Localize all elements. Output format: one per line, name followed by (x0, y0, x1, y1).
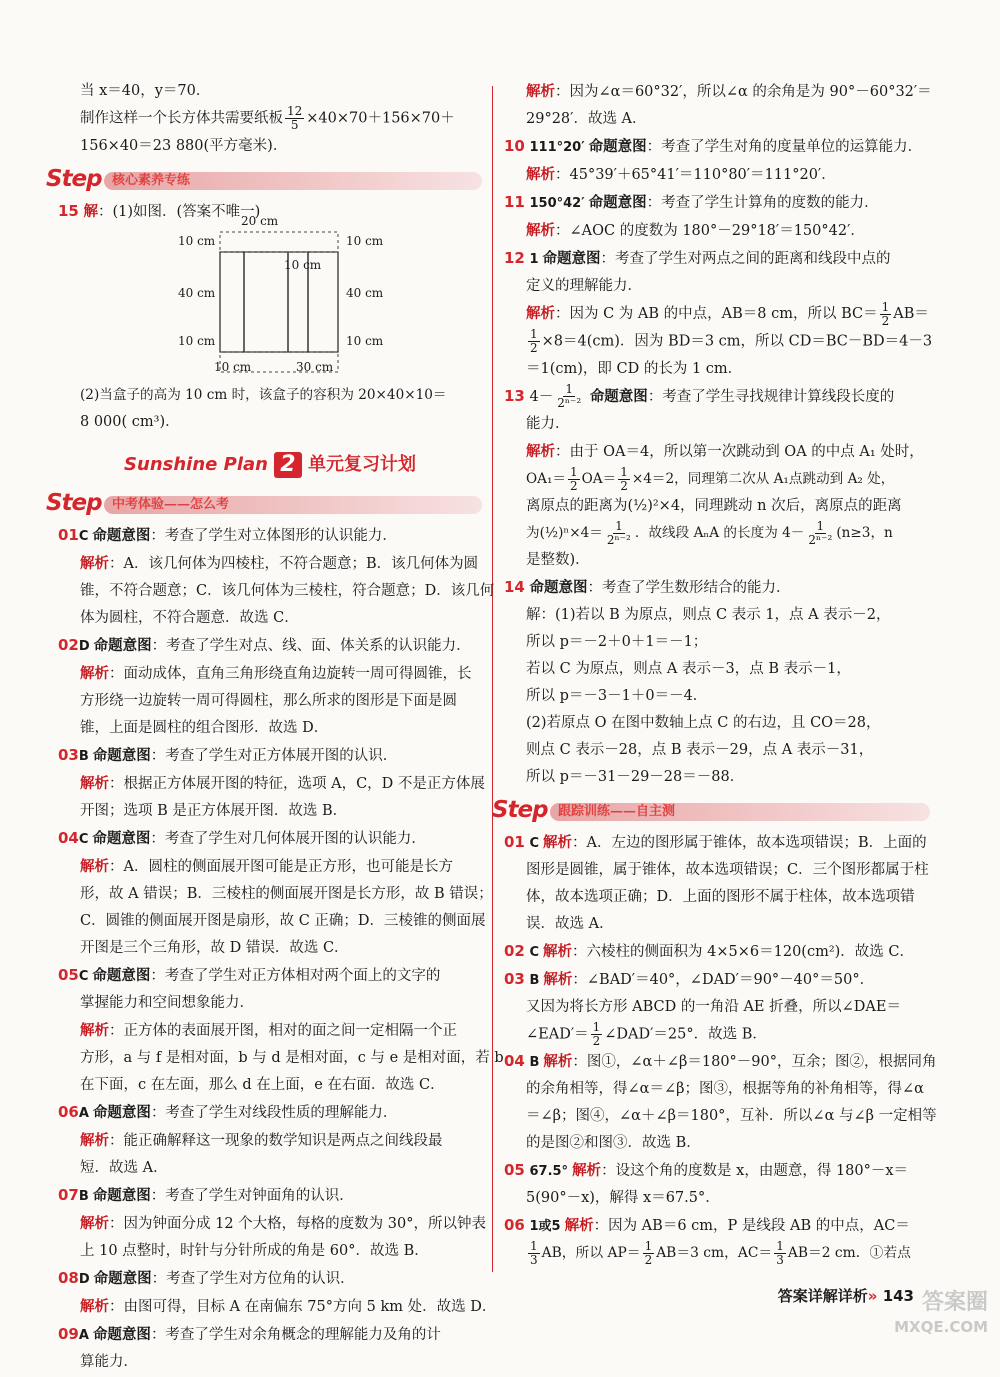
t01-line: 体，故本选项正确；D．上面的图形不属于柱体，故本选项错 (526, 888, 915, 905)
label-top: 20 cm (241, 213, 279, 228)
item-answer: D (78, 1271, 90, 1287)
item-text: ：考查了学生对正方体展开图的认识． (150, 747, 398, 764)
solution-text: 体为圆柱，不符合题意．故选 C． (80, 609, 299, 626)
item-solution-line (58, 1155, 482, 1182)
exam-item-header (58, 962, 482, 990)
label-right-bottom: 10 cm (346, 333, 384, 348)
item-key: 命题意图 (92, 746, 151, 764)
item-number: 05 (58, 965, 79, 984)
solution-text: 形，故 A 错误；B．三棱柱的侧面展开图是长方形，故 B 错误； (80, 885, 493, 902)
item-number: 03 (58, 745, 79, 764)
solution-key: 解析 (80, 1021, 109, 1039)
box-net-figure (58, 213, 482, 378)
label-bottom-right: 30 cm (296, 359, 334, 374)
unit-review-plan-banner: Sunshine Plan 2 单元复习计划 (124, 452, 416, 477)
r12-line-3: 解析：因为 C 为 AB 的中点，AB＝8 cm，所以 BC＝ $\frac{1}{2}$ AB＝ (526, 299, 929, 328)
r10-line-1: 10 111°20′ 命题意图：考查了学生对角的度量单位的运算能力． (504, 137, 923, 155)
item-number: 08 (58, 1268, 79, 1287)
label-left-mid: 40 cm (178, 285, 216, 300)
solution-text: 锥，不符合题意；C．该几何体为三棱柱，符合题意；D．该几何 (80, 582, 495, 599)
item-text: ：考查了学生对点、线、面、体关系的认识能力． (151, 637, 471, 654)
label-right-top: 10 cm (346, 233, 384, 248)
solution-key: 解析 (80, 774, 109, 792)
solution-text: ：能正确解释这一现象的数学知识是两点之间线段最 (109, 1132, 443, 1149)
item-number: 02 (58, 635, 79, 654)
item-key: 命题意图 (92, 1186, 151, 1204)
t05-line-1: 05 67.5° 解析：设这个角的度数是 x，由题意，得 180°－x＝ (504, 1161, 909, 1179)
t01-rest (504, 857, 930, 938)
r13-line-7: 是整数)． (526, 551, 590, 568)
item-text: ：考查了学生对钟面角的认识． (150, 1187, 354, 1204)
page-footer: 答案详解详析» 143 (777, 1287, 914, 1305)
item-answer: B (78, 1188, 89, 1204)
r09-line-1: 解析：因为∠α＝60°32′，所以∠α 的余角是为 90°－60°32′＝ (526, 83, 932, 100)
solution-key: 解析 (80, 1214, 109, 1232)
item-solution-line (58, 853, 482, 881)
item-solution-line (58, 908, 486, 935)
item-key: 命题意图 (92, 966, 151, 984)
exam-items (58, 522, 504, 1376)
solution-text: 在下面，c 在左面，那么 d 在上面，e 在右面．故选 C． (80, 1076, 445, 1093)
item-text: ：考查了学生对线段性质的理解能力． (150, 1104, 398, 1121)
item-solution-line (58, 1045, 504, 1072)
r12-line-2: 定义的理解能力． (526, 278, 642, 294)
item-solution-line (58, 798, 482, 825)
item-text: ：考查了学生对正方体相对两个面上的文字的 (150, 967, 441, 984)
q15-line-1: 15 解：(1)如图．(答案不唯一) (58, 201, 261, 220)
r14-line: 解：(1)若以 B 为原点，则点 C 表示 1，点 A 表示－2， (526, 606, 891, 623)
solution-key: 解析 (80, 1297, 109, 1315)
r12-line-5: ＝1(cm)，即 CD 的长为 1 cm． (526, 360, 743, 377)
item-solution-line (58, 688, 482, 715)
r12-line-4: $\frac{1}{2}$ ×8＝4(cm)．因为 BD＝3 cm，所以 CD＝BC－BD＝4－3 (530, 327, 933, 355)
item-answer: A (78, 1105, 89, 1121)
solution-key: 解析 (80, 1131, 109, 1149)
item-number: 06 (58, 1102, 79, 1121)
item-solution-line (58, 1293, 497, 1321)
solution-text: 上 10 点整时，时针与分针所成的角是 60°．故选 B． (80, 1242, 429, 1259)
item-answer: A (78, 1327, 89, 1343)
item-solution-line (58, 550, 482, 578)
item-solution-line (58, 935, 482, 962)
net-face-left (220, 252, 244, 352)
solution-text: ：A．圆柱的侧面展开图可能是正方形，也可能是长方 (109, 858, 453, 875)
item-key: 命题意图 (93, 1269, 152, 1287)
r11-line-2: 解析：∠AOC 的度数为 180°－29°18′＝150°42′． (526, 222, 865, 239)
item-answer: B (78, 748, 89, 764)
t03-line-3: ∠EAD′＝ $\frac{1}{2}$ ∠DAD′＝25°．故选 B． (526, 1019, 767, 1048)
solution-key: 解析 (80, 857, 109, 875)
item-answer: C (78, 968, 89, 984)
item-text-cont: 算能力． (80, 1353, 138, 1370)
exam-item-header (58, 1182, 482, 1210)
t04-line: 的是图②和图③．故选 B． (526, 1135, 701, 1151)
net-face-front (244, 252, 288, 352)
r13-line-6: 为(½)ⁿ×4＝ $\frac{1}{\text{2ⁿ⁻²}}$ ．故线段 AₙA 的长度为 4－ $\frac{1}{\text{2ⁿ⁻²}}$ (n≥3，n (526, 518, 893, 547)
t05-line-2: 5(90°－x)，解得 x＝67.5°． (526, 1190, 720, 1206)
watermark: 答案圈 MXQE.COM (894, 1290, 988, 1336)
r12-line-1: 12 1 命题意图：考查了学生对两点之间的距离和线段中点的 (504, 249, 891, 267)
exam-item-header (58, 522, 482, 550)
r14-solution (504, 602, 930, 791)
solution-key: 解析 (80, 554, 109, 572)
step-exam-banner: Step 中考体验——怎么考 (46, 490, 482, 518)
item-answer: C (78, 528, 89, 544)
r13-line-2: 能力． (526, 415, 570, 432)
intro-line-3: 156×40＝23 880(平方毫米)． (80, 137, 288, 154)
item-solution-line (58, 1127, 482, 1155)
r14-line: 所以 p＝－3－1＋0＝－4． (526, 687, 708, 704)
net-top-dashed (220, 232, 338, 252)
solution-text: C．圆锥的侧面展开图是扇形，故 C 正确；D．三棱锥的侧面展 (80, 912, 486, 929)
box-net-diagram (58, 228, 482, 378)
intro-line-2: 制作这样一个长方体共需要纸板 $\frac{12}{5}$ ×40×70＋156×70＋ (80, 104, 455, 132)
item-number: 09 (58, 1324, 79, 1343)
exam-item-header (58, 742, 482, 770)
label-left-top: 10 cm (178, 233, 216, 248)
item-number: 07 (58, 1185, 79, 1204)
r14-line-1: 14 命题意图：考查了学生数形结合的能力． (504, 577, 791, 596)
footer-label: 答案详解详析 (777, 1287, 868, 1305)
item-solution-line (58, 1210, 486, 1238)
item-text: ：考查了学生对余角概念的理解能力及角的计 (150, 1326, 441, 1343)
item-key: 命题意图 (92, 526, 151, 544)
item-solution-line (58, 715, 482, 742)
exam-item-header (58, 632, 482, 660)
t04-line: ＝∠β；图④，∠α＋∠β＝180°，互补．所以∠α 与∠β 一定相等 (526, 1108, 937, 1124)
r11-line-1: 11 150°42′ 命题意图：考查了学生计算角的度数的能力． (504, 193, 879, 211)
solution-text: 方形绕一边旋转一周可得圆柱，那么所求的图形是下面是圆 (80, 692, 457, 709)
item-text-cont: 掌握能力和空间想象能力． (80, 994, 254, 1011)
solution-text: 开图是三个三角形，故 D 错误．故选 C． (80, 939, 349, 956)
step-test-banner: Step 跟踪训练——自主测 (492, 797, 930, 825)
r13-line-1: 13 4－ $\frac{1}{\text{2ⁿ⁻²}}$ 命题意图：考查了学生寻找规律计算线段长度的 (504, 382, 895, 410)
exam-item-header (58, 1099, 482, 1127)
item-solution-line (58, 660, 482, 688)
item-number: 01 (58, 525, 79, 544)
item-solution-line (58, 881, 493, 908)
item-solution-line (58, 1072, 482, 1099)
solution-text: ：因为钟面分成 12 个大格，每格的度数为 30°，所以钟表 (109, 1215, 486, 1232)
exam-item-header (58, 1265, 482, 1293)
t01-line: 误．故选 A． (526, 915, 614, 932)
solution-text: ：面动成体，直角三角形绕直角边旋转一周可得圆锥，长 (109, 665, 472, 682)
t04-line: 的余角相等，得∠α＝∠β；图③，根据等角的补角相等，得∠α (526, 1081, 924, 1097)
solution-text: 方形，a 与 f 是相对面，b 与 d 是相对面，c 与 e 是相对面，若 b (80, 1049, 504, 1066)
r13-line-3: 解析：由于 OA＝4，所以第一次跳动到 OA 的中点 A₁ 处时， (526, 442, 924, 460)
t01-line: 图形是圆锥，属于锥体，故本选项错误；C．三个图形都属于柱 (526, 861, 929, 878)
r14-line: 所以 p＝－31－29－28＝－88． (526, 768, 745, 785)
fraction: $\frac{12}{5}$ (287, 104, 303, 132)
step-core-banner: Step 核心素养专练 (46, 166, 482, 194)
solution-text: ：根据正方体展开图的特征，选项 A，C，D 不是正方体展 (109, 775, 485, 792)
label-right-mid: 40 cm (346, 285, 384, 300)
t06-line-2: $\frac{1}{3}$ AB，所以 AP＝ $\frac{1}{2}$ AB＝3 cm，AC＝ $\frac{1}{3}$ AB＝2 cm．①若点 (530, 1239, 911, 1267)
solution-text: ：正方体的表面展开图，相对的面之间一定相隔一个正 (109, 1022, 457, 1039)
r14-line: 所以 p＝－2＋0＋1＝－1； (526, 633, 708, 650)
intro-line-1: 当 x＝40，y＝70． (80, 83, 211, 99)
solution-text: ：由图可得，目标 A 在南偏东 75°方向 5 km 处．故选 D． (109, 1298, 497, 1315)
r14-line: (2)若原点 O 在图中数轴上点 C 的右边，且 CO＝28， (526, 714, 881, 731)
exam-item-header (58, 1321, 482, 1349)
exam-item-header (58, 825, 482, 853)
item-text: ：考查了学生对方位角的认识． (151, 1270, 355, 1287)
item-key: 命题意图 (92, 829, 151, 847)
item-solution-line (58, 1017, 482, 1045)
left-column (46, 78, 504, 1376)
page-number: 143 (882, 1287, 914, 1305)
t03-line-2: 又因为将长方形 ABCD 的一角沿 AE 折叠，所以∠DAE＝ (526, 998, 901, 1015)
solution-text: 短．故选 A． (80, 1159, 168, 1176)
r14-line: 若以 C 为原点，则点 A 表示－3，点 B 表示－1， (526, 660, 851, 677)
r14-line: 则点 C 表示－28，点 B 表示－29，点 A 表示－31， (526, 741, 874, 758)
column-divider (492, 86, 493, 1272)
label-left-bottom: 10 cm (178, 333, 216, 348)
r13-line-4: OA₁＝ $\frac{1}{2}$ OA＝ $\frac{1}{2}$ ×4＝2，同理第二次从 A₁点跳动到 A₂ 处， (526, 464, 895, 493)
r09-line-2: 29°28′．故选 A． (526, 111, 647, 127)
item-solution-line (58, 770, 485, 798)
item-solution-line (58, 578, 495, 605)
t04-line-1: 04 B 解析：图①，∠α＋∠β＝180°－90°，互余；图②，根据同角 (504, 1052, 937, 1070)
t03-line-1: 03 B 解析：∠BAD′＝40°，∠DAD′＝90°－40°＝50°． (504, 969, 875, 988)
label-bottom-left: 10 cm (214, 359, 252, 374)
t06-line-1: 06 1或5 解析：因为 AB＝6 cm，P 是线段 AB 的中点，AC＝ (504, 1216, 910, 1234)
r10-line-2: 解析：45°39′＋65°41′＝110°80′＝111°20′． (526, 166, 836, 183)
t04-rest (504, 1076, 937, 1157)
label-inner: 10 cm (284, 257, 322, 272)
t01-line-1: 01 C 解析：A．左边的图形属于锥体，故本选项错误；B．上面的 (504, 832, 927, 851)
item-answer: D (78, 638, 90, 654)
item-number: 04 (58, 828, 79, 847)
item-solution-line (58, 1238, 482, 1265)
solution-text: 锥，上面是圆柱的组合图形．故选 D． (80, 719, 329, 736)
item-answer: C (78, 831, 89, 847)
item-solution-line (58, 605, 482, 632)
q15-line-2: (2)当盒子的高为 10 cm 时，该盒子的容积为 20×40×10＝ (80, 386, 447, 403)
item-key: 命题意图 (92, 1325, 151, 1343)
solution-text: 开图；选项 B 是正方体展开图．故选 B． (80, 802, 348, 819)
item-text: ：考查了学生对几何体展开图的认识能力． (150, 830, 426, 847)
item-text: ：考查了学生对立体图形的认识能力． (150, 527, 397, 544)
right-column (492, 78, 937, 1267)
q15-line-3: 8 000( cm³)． (80, 413, 180, 430)
item-key: 命题意图 (93, 636, 152, 654)
solution-key: 解析 (80, 664, 109, 682)
t02-line: 02 C 解析：六棱柱的侧面积为 4×5×6＝120(cm²)．故选 C． (504, 941, 914, 960)
item-key: 命题意图 (92, 1103, 151, 1121)
r13-line-5: 离原点的距离为(½)²×4，同理跳动 n 次后，离原点的距离 (526, 497, 902, 514)
solution-text: ：A．该几何体为四棱柱，不符合题意；B．该几何体为圆 (109, 555, 479, 572)
